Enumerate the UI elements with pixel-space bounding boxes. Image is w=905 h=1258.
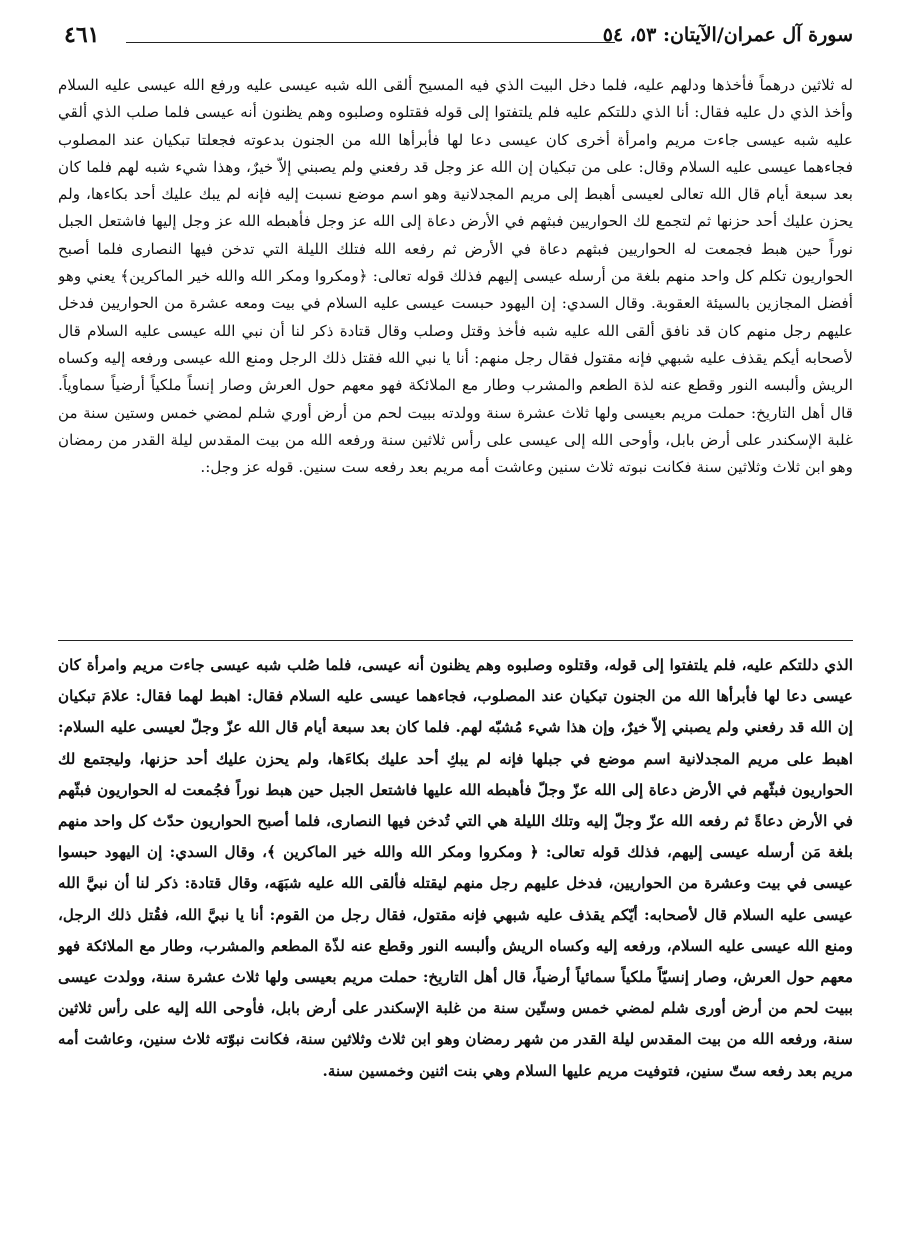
footnote-divider (58, 640, 853, 641)
page-header (64, 22, 853, 62)
running-title: سورة آل عمران/الآيتان: ٥٣، ٥٤ (602, 24, 853, 46)
header-rule (126, 42, 615, 43)
main-text: له ثلاثين درهماً فأخذها ودلهم عليه، فلما دخل البيت الذي فيه المسيح ألقى الله شبه عيسى عليه ورفع الله عيسى عليه السلام وأخذ الذي دل عليه فقال: أنا الذي دللتكم عليه فلم يلتفتوا إلى قوله فقتلوه وصلبوه وهم يظنون أنه عيسى فلما صلب الذي ألقي عليه شبه عيسى جاءت مريم وامرأة أخرى كان عيسى دعا لها فأبرأها الله من الجنون بدعوته فجعلتا تبكيان عند المصلوب فجاءهما عيسى عليه السلام وقال: على من تبكيان إن الله عز وجل قد رفعني ولم يصبني إلاّ خيرٌ، وهذا شيء شبه لهم فلما كان بعد سبعة أيام قال الله تعالى لعيسى أهبط إلى مريم المجدلانية وهو اسم موضع نسبت إليه فإنه لم يبك عليك أحد بكاءها، ولم يحزن عليك أحد حزنها ثم لتجمع لك الحواريين فبثهم في الأرض دعاة إلى الله عز وجل فأهبطه الله عز وجل إليها فاشتعل الجبل نوراً حين هبط فجمعت له الحواريين فبثهم دعاة في الأرض ثم رفعه الله فتلك الليلة التي تدخن فيها النصارى فلما أصبح الحواريون تكلم كل واحد منهم بلغة من أرسله عيسى إليهم فذلك قوله تعالى: ﴿ومكروا ومكر الله والله خير الماكرين﴾ يعني وهو أفضل المجازين بالسيئة العقوبة. وقال السدي: إن اليهود حبست عيسى عليه السلام في بيت ومعه عشرة من الحواريين فدخل عليهم رجل منهم كان قد نافق ألقى الله عليه شبه فأخذ وقتل وصلب وقال قتادة ذكر لنا أن نبي الله عيسى عليه السلام قال لأصحابه أيكم يقذف عليه شبهي فإنه مقتول فقال رجل منهم: أنا يا نبي الله فقتل ذلك الرجل ومنع الله عيسى ورفعه إليه وكساه الريش وألبسه النور وقطع عنه لذة الطعم والمشرب وطار مع الملائكة فهو معهم حول العرش وصار إنساً ملكياً أرضياً سماوياً. قال أهل التاريخ: حملت مريم بعيسى ولها ثلاث عشرة سنة وولدته ببيت لحم من أرض أوري شلم لمضي خمس وستين سنة من غلبة الإسكندر على أرض بابل، وأوحى الله إلى عيسى على رأس ثلاثين سنة ورفعه الله من بيت المقدس ليلة القدر من رمضان وهو ابن ثلاث وثلاثين سنة فكانت نبوته ثلاث سنين وعاشت أمه مريم بعد رفعه ست سنين. قوله عز وجل:. (58, 76, 853, 477)
page-number: ٤٦١ (64, 22, 100, 48)
footnote-text: الذي دللتكم عليه، فلم يلتفتوا إلى قوله، وقتلوه وصلبوه وهم يظنون أنه عيسى، فلما صُلب شبه عيسى جاءت مريم وامرأة كان عيسى دعا لها فأبرأها الله من الجنون تبكيان عند المصلوب، فجاءهما عيسى عليه السلام فقال: اهبط لهما فقال: علامَ تبكيان إن الله قد رفعني ولم يصبني إلاّ خيرٌ، وإن هذا شيء مُشبّه لهم. فلما كان بعد سبعة أيام قال الله عزّ وجلّ لعيسى عليه السلام: اهبط على مريم المجدلانية اسم موضع في جبلها فإنه لم يبكِ أحد عليك بكاءَها، ولم يحزن عليك أحد حزنها، وليجتمع لك الحواريون فبثّهم في الأرض دعاة إلى الله عزّ وجلّ فأهبطه الله عليها فاشتعل الجبل حين هبط نوراً فجُمعت له الحواريون فبثّهم في الأرض دعاةً ثم رفعه الله عزّ وجلّ إليه وتلك الليلة هي التي تُدخن فيها النصارى، فلما أصبح الحواريون حدّث كل واحد منهم بلغة مَن أرسله عيسى إليهم، فذلك قوله تعالى: ﴿ ومكروا ومكر الله والله خير الماكرين ﴾، وقال السدي: إن اليهود حبسوا عيسى في بيت وعشرة من الحواريين، فدخل عليهم رجل منهم ليقتله فألقى الله عليه شبَهَه، وقال قتادة: ذكر لنا أن نبيَّ الله عيسى عليه السلام قال لأصحابه: أيّكم يقذف عليه شبهي فإنه مقتول، فقال رجل من القوم: أنا يا نبيَّ الله، فقُتل ذلك الرجل، ومنع الله عيسى عليه السلام، ورفعه إليه وكساه الريش وألبسه النور وقطع عنه لذّة المطعم والمشرب، وطار مع الملائكة فهو معهم حول العرش، وصار إنسيّاً ملكياً سمائياً أرضياً، قال أهل التاريخ: حملت مريم بعيسى ولها ثلاث عشرة سنة، وولدت عيسى ببيت لحم من أرض أورى شلم لمضي خمس وستّين سنة من غلبة الإسكندر على أرض بابل، فأوحى الله إليه على رأس ثلاثين سنة، ورفعه الله من بيت المقدس ليلة القدر من شهر رمضان وهو ابن ثلاث وثلاثين سنة، فكانت نبوّته ثلاث سنين، وعاشت أمه مريم بعد رفعه ستّ سنين، فتوفيت مريم عليها السلام وهي بنت اثنين وخمسين سنة. (58, 656, 853, 1080)
